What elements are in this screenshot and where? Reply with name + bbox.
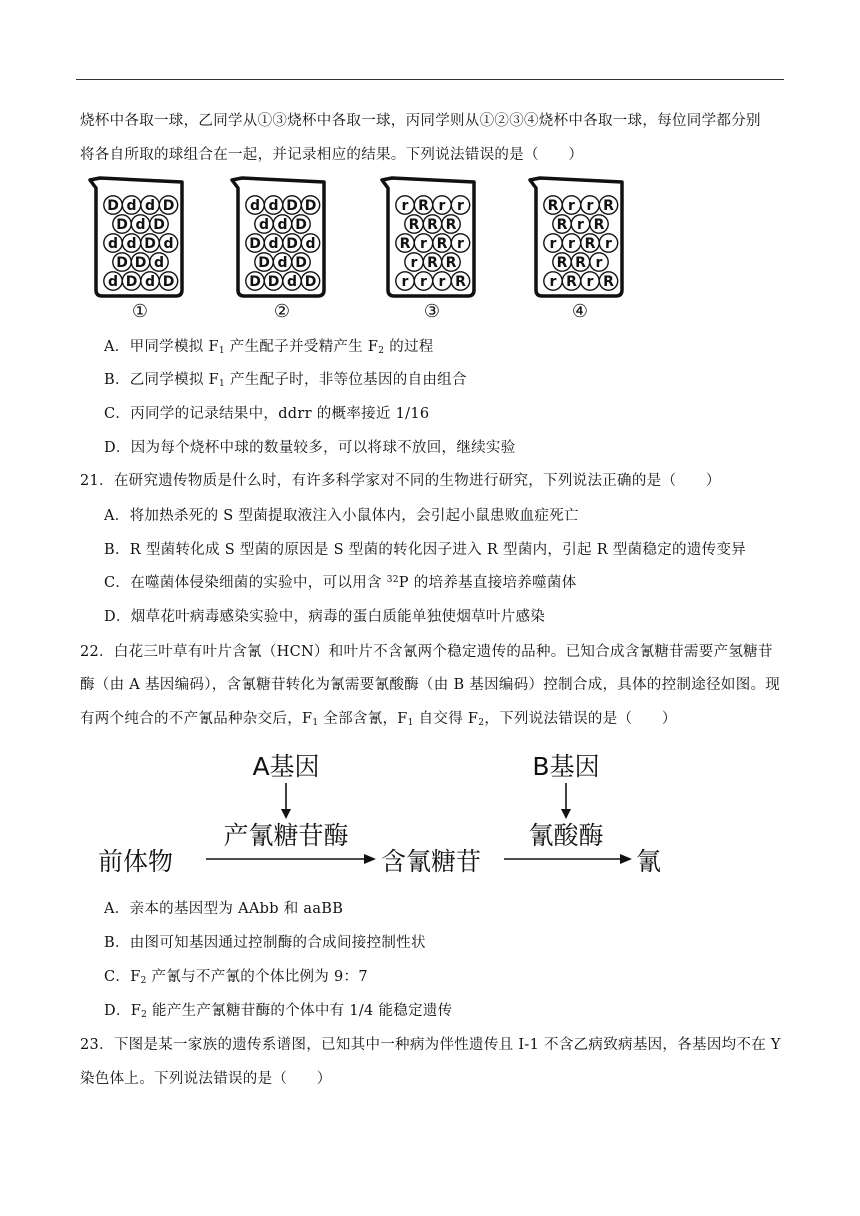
question-22-stem-line-3: 有两个纯合的不产氰品种杂交后，$F_1$ 全部含氰，$F_1$ 自交得 $F_2$，下列说法错误的是（ ） (80, 711, 677, 728)
ball-letter: d (144, 198, 156, 214)
ball-letter: d (163, 236, 174, 252)
enzyme-b-label: 氰酸酶 (528, 821, 604, 850)
beaker-label: ① (131, 301, 149, 322)
ball-letter: r (549, 274, 557, 290)
ball-letter: R (455, 274, 466, 290)
ball-letter: d (153, 255, 165, 271)
ball-letter: R (445, 255, 457, 271)
ball-letter: r (401, 274, 409, 290)
q22-option-c: C．$F_2$ 产氰与不产氰的个体比例为 9：7 (104, 969, 368, 986)
ball-letter: r (410, 255, 418, 271)
q20-option-d: D．因为每个烧杯中球的数量较多，可以将球不放回，继续实验 (104, 440, 516, 456)
header-rule (76, 79, 784, 80)
ball-letter: R (399, 236, 411, 252)
ball-letter: R (566, 274, 577, 290)
enzyme-a-label: 产氰糖苷酶 (223, 821, 349, 850)
ball-letter: D (134, 255, 147, 271)
ball-letter: r (457, 236, 464, 252)
beaker-3 (382, 178, 474, 322)
q20-option-c: C．丙同学的记录结果中，ddrr 的概率接近 1/16 (104, 406, 430, 422)
beakers-figure (80, 172, 780, 322)
ball-letter: r (568, 198, 575, 214)
beaker-label: ② (273, 301, 291, 322)
ball-letter: d (268, 236, 279, 252)
ball-letter: R (436, 236, 448, 252)
ball-letter: R (584, 236, 596, 252)
ball-letter: d (135, 217, 146, 233)
beaker-4 (530, 178, 622, 322)
ball-letter: R (556, 217, 568, 233)
ball-letter: d (286, 274, 298, 290)
ball-letter: r (586, 274, 594, 290)
ball-letter: d (277, 255, 288, 271)
ball-letter: D (258, 255, 270, 271)
intermediate-label: 含氰糖苷 (381, 847, 482, 876)
ball-letter: D (125, 274, 138, 290)
ball-letter: R (547, 198, 559, 214)
question-22-stem-line-2: 酶（由 A 基因编码），含氰糖苷转化为氰需要氰酸酶（由 B 基因编码）控制合成，具体的控制途径如图。现 (80, 677, 781, 693)
ball-letter: r (549, 236, 557, 252)
ball-letter: d (268, 198, 279, 214)
question-23-stem-line-2: 染色体上。下列说法错误的是（ ） (80, 1071, 332, 1087)
product-label: 氰 (636, 847, 662, 876)
q22-option-d: D．$F_2$ 能产生产氰糖苷酶的个体中有 1/4 能稳定遗传 (104, 1003, 453, 1020)
ball-letter: D (116, 217, 128, 233)
ball-letter: D (304, 198, 317, 214)
ball-letter: d (305, 236, 316, 252)
beaker-2 (232, 178, 324, 322)
q21-option-a: A．将加热杀死的 S 型菌提取液注入小鼠体内，会引起小鼠患败血症死亡 (104, 508, 579, 524)
question-23-stem-line-1: 23．下图是某一家族的遗传系谱图，已知其中一种病为伴性遗传且 I-1 不含乙病致病基因，各基因均不在 Y (80, 1037, 781, 1053)
ball-letter: r (605, 236, 612, 252)
q22-option-b: B．由图可知基因通过控制酶的合成间接控制性状 (104, 935, 426, 951)
q20-option-a: A．甲同学模拟 $F_1$ 产生配子并受精产生 $F_2$ 的过程 (104, 339, 434, 356)
ball-letter: d (249, 198, 261, 214)
ball-letter: d (126, 236, 137, 252)
ball-letter: D (295, 255, 307, 271)
ball-letter: R (427, 255, 438, 271)
ball-letter: D (153, 217, 165, 233)
q21-option-d: D．烟草花叶病毒感染实验中，病毒的蛋白质能单独使烟草叶片感染 (104, 609, 546, 625)
q20-option-b: B．乙同学模拟 $F_1$ 产生配子时，非等位基因的自由组合 (104, 372, 467, 389)
ball-letter: d (107, 236, 119, 252)
cyanide-pathway-diagram (90, 743, 690, 883)
ball-letter: R (603, 198, 614, 214)
beaker-1 (90, 178, 182, 322)
ball-letter: r (438, 274, 446, 290)
ball-letter: r (438, 198, 446, 214)
gene-a-label: A基因 (252, 752, 320, 781)
ball-letter: d (107, 274, 119, 290)
ball-letter: r (420, 236, 427, 252)
ball-letter: D (116, 255, 128, 271)
ball-letter: D (286, 198, 298, 214)
ball-letter: D (249, 236, 261, 252)
ball-letter: D (249, 274, 261, 290)
ball-letter: D (107, 198, 119, 214)
gene-b-label: B基因 (532, 752, 600, 781)
question-22-stem-line-1: 22．白花三叶草有叶片含氰（HCN）和叶片不含氰两个稳定遗传的品种。已知合成含氰糖苷需要产氢糖苷 (80, 644, 773, 660)
ball-letter: r (420, 274, 427, 290)
beaker-label: ③ (423, 301, 441, 322)
q21-option-c: C．在噬菌体侵染细菌的实验中，可以用含 $^{32}$P 的培养基直接培养噬菌体 (104, 575, 577, 591)
gene-a-arrowhead (281, 809, 291, 819)
ball-letter: d (277, 217, 288, 233)
precursor-label: 前体物 (98, 847, 174, 876)
ball-letter: D (144, 236, 156, 252)
ball-letter: r (586, 198, 594, 214)
ball-letter: R (445, 217, 457, 233)
ball-letter: r (401, 198, 409, 214)
ball-letter: R (408, 217, 420, 233)
question-20-stem-line-1: 烧杯中各取一球，乙同学从①③烧杯中各取一球，丙同学则从①②③④烧杯中各取一球，每位同学都分别 (80, 113, 761, 129)
ball-letter: D (162, 274, 175, 290)
ball-letter: d (144, 274, 156, 290)
question-20-stem-line-2: 将各自所取的球组合在一起，并记录相应的结果。下列说法错误的是（ ） (80, 147, 584, 163)
ball-letter: D (286, 236, 298, 252)
ball-letter: d (126, 198, 137, 214)
ball-letter: D (162, 198, 175, 214)
ball-letter: d (258, 217, 270, 233)
q21-option-b: B．R 型菌转化成 S 型菌的原因是 S 型菌的转化因子进入 R 型菌内，引起 R 型菌稳定的遗传变异 (104, 542, 747, 558)
ball-letter: R (603, 274, 614, 290)
ball-letter: r (595, 255, 603, 271)
ball-letter: D (267, 274, 280, 290)
arrowhead-1 (364, 854, 376, 864)
q22-option-a: A．亲本的基因型为 AAbb 和 aaBB (104, 901, 344, 917)
ball-letter: r (457, 198, 464, 214)
ball-letter: R (418, 198, 429, 214)
ball-letter: R (575, 255, 586, 271)
ball-letter: r (577, 217, 584, 233)
ball-letter: D (295, 217, 307, 233)
ball-letter: R (556, 255, 568, 271)
arrowhead-2 (620, 854, 632, 864)
ball-letter: R (427, 217, 438, 233)
question-21-stem: 21．在研究遗传物质是什么时，有许多科学家对不同的生物进行研究，下列说法正确的是（ ） (80, 473, 721, 489)
ball-letter: r (568, 236, 575, 252)
gene-b-arrowhead (561, 809, 571, 819)
beaker-label: ④ (571, 301, 589, 322)
ball-letter: D (304, 274, 317, 290)
ball-letter: R (593, 217, 605, 233)
